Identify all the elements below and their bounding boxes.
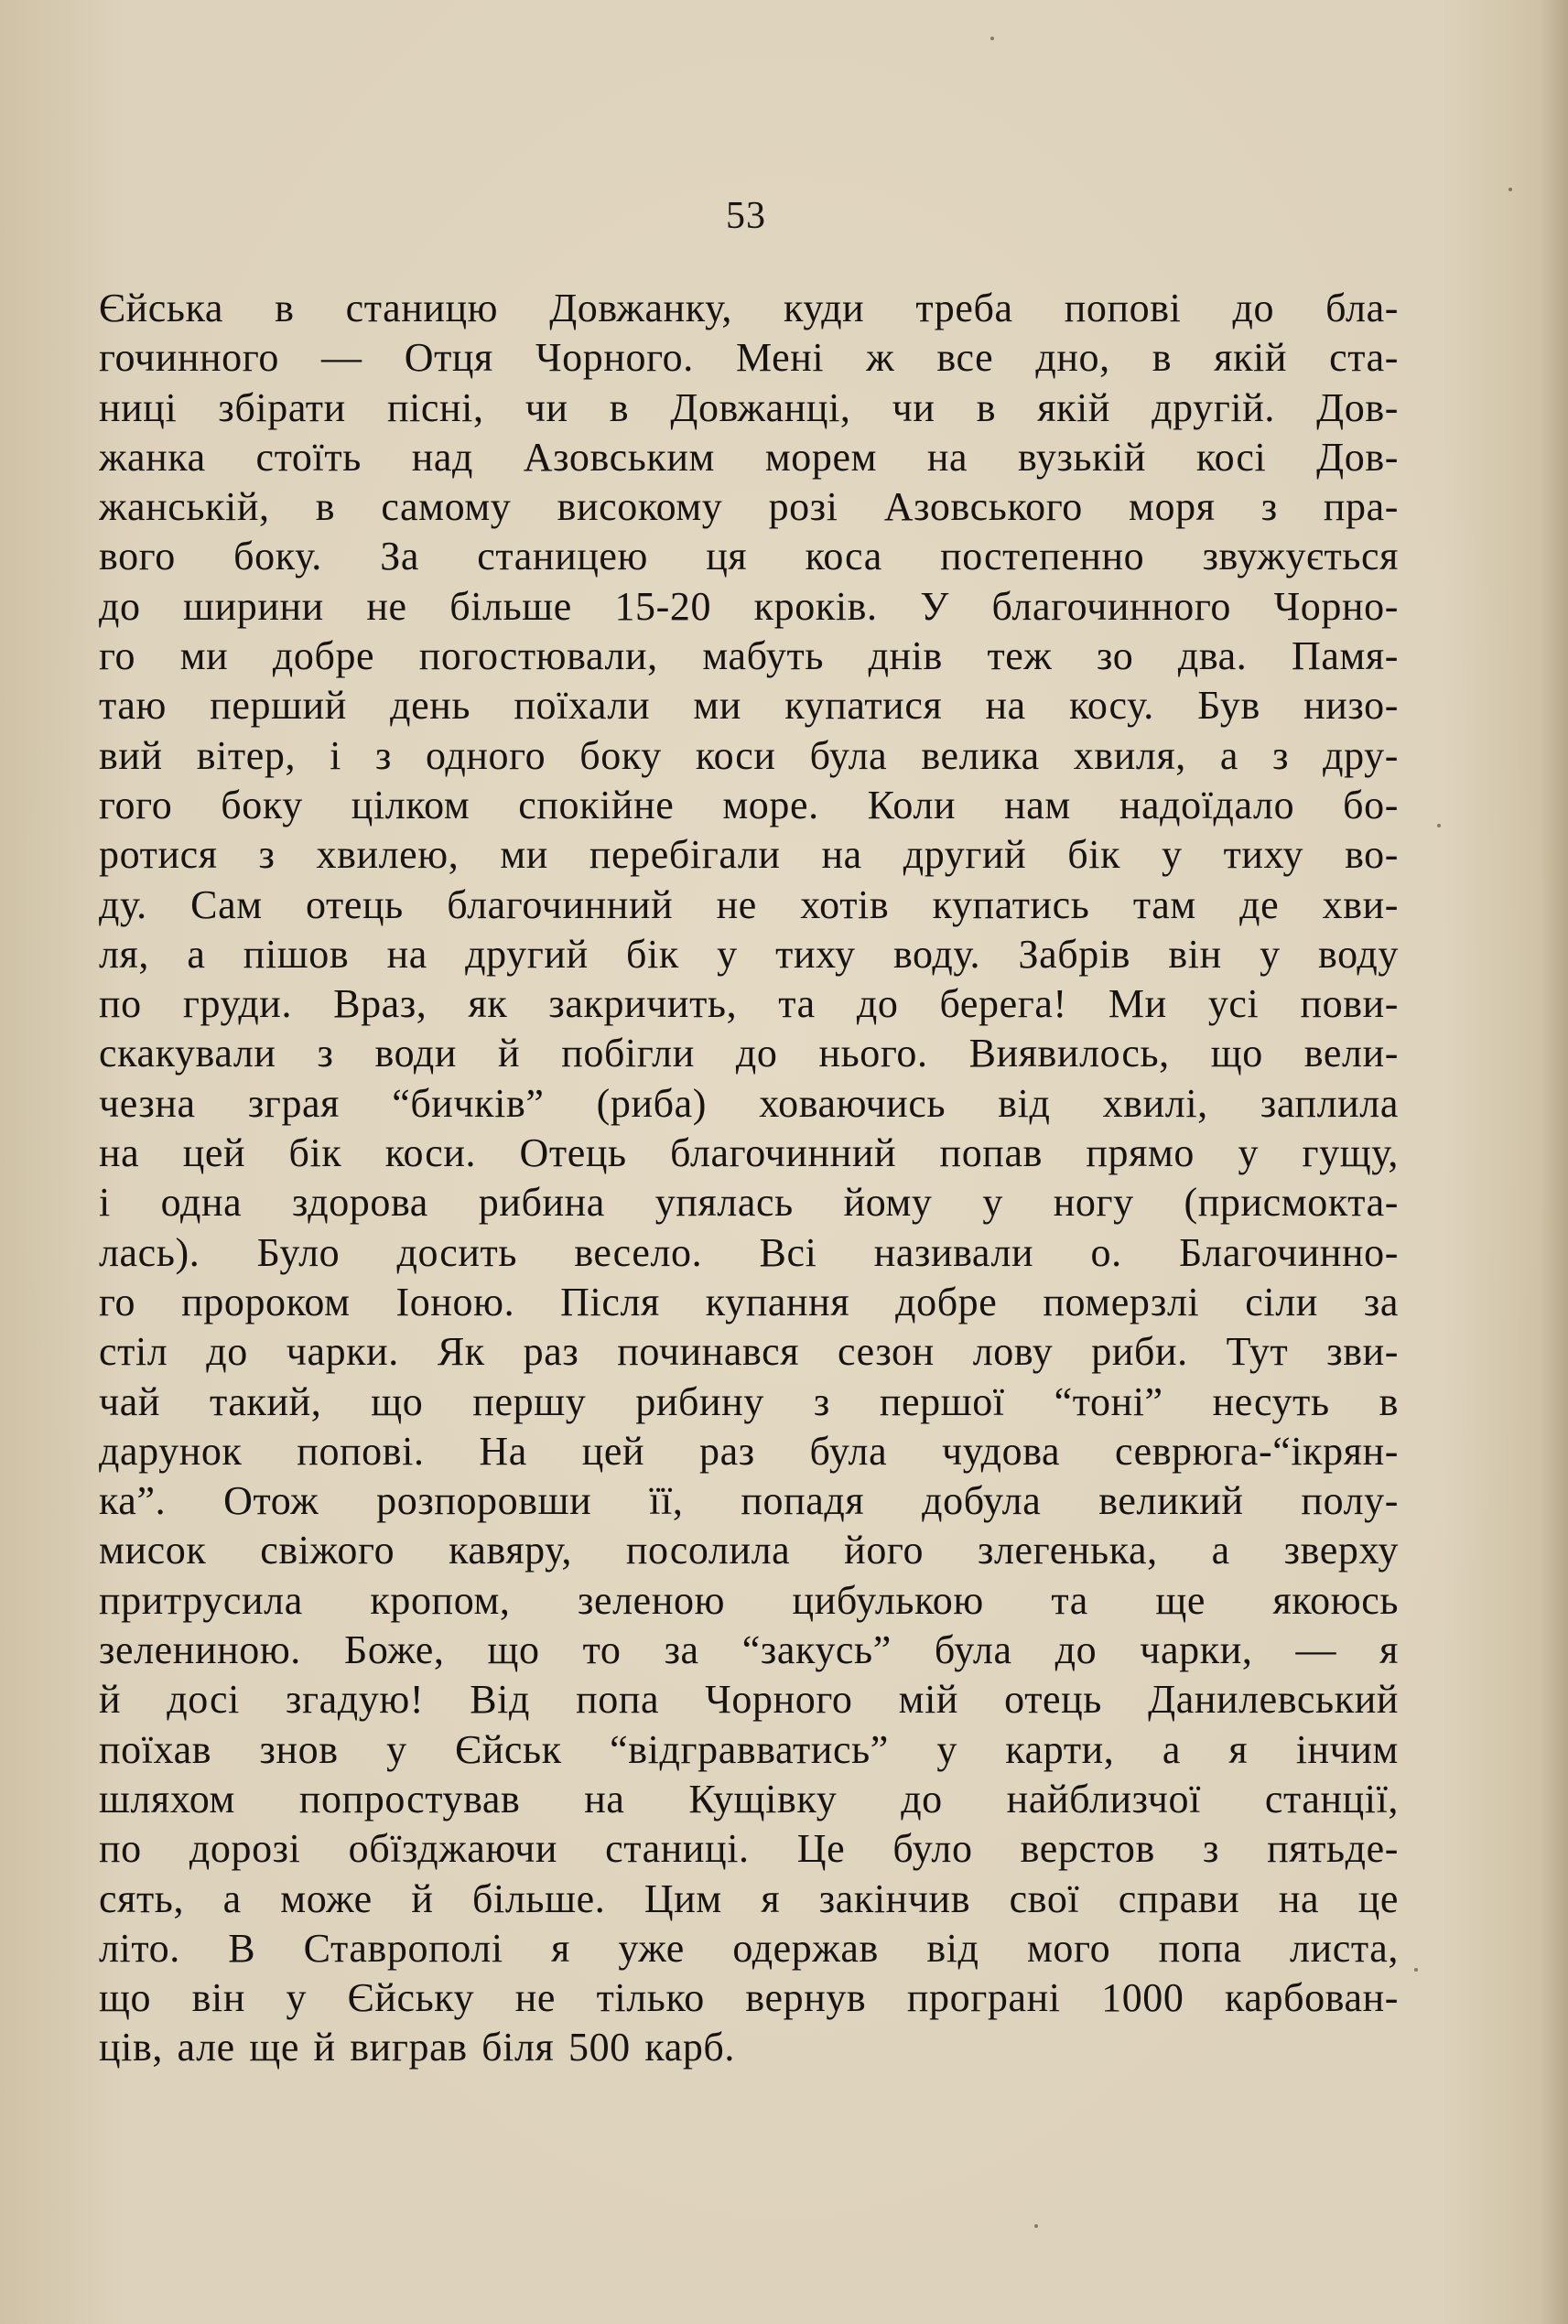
text-line: чезна зграя “бичків” (риба) ховаючись від хвилі, заплила — [99, 1080, 1399, 1126]
text-line: жанка стоїть над Азовським морем на вузькій косі Дов- — [99, 434, 1399, 480]
text-line: поїхав знов у Єйськ “відгравватись” у карти, а я інчим — [99, 1726, 1399, 1772]
text-line: таю перший день поїхали ми купатися на косу. Був низо- — [99, 683, 1399, 729]
text-line: жанській, в самому високому розі Азовського моря з пра- — [99, 484, 1399, 530]
text-line: літо. В Ставрополі я уже одержав від мого попа листа, — [99, 1925, 1399, 1971]
text-line-last: ців, але ще й виграв біля 500 карб. — [99, 2025, 736, 2070]
text-line: на цей бік коси. Отець благочинний попав прямо у гущу, — [99, 1130, 1399, 1176]
text-line: до ширини не більше 15-20 кроків. У благочинного Чорно- — [99, 583, 1399, 629]
text-line: що він у Єйську не тілько вернув програні 1000 карбован- — [99, 1975, 1399, 2021]
paper-speck — [990, 37, 994, 40]
page-number: 53 — [726, 195, 766, 237]
text-line: стіл до чарки. Як раз починався сезон лову риби. Тут зви- — [99, 1329, 1399, 1375]
text-line: ду. Сам отець благочинний не хотів купатись там де хви- — [99, 881, 1399, 927]
paper-speck — [1414, 1968, 1418, 1972]
text-line: й досі згадую! Від попа Чорного мій отець Данилевський — [99, 1677, 1399, 1723]
text-line: гочинного — Отця Чорного. Мені ж все дно, в якій ста- — [99, 335, 1399, 381]
text-line: притрусила кропом, зеленою цибулькою та ще якоюсь — [99, 1577, 1399, 1623]
paper-speck — [1509, 188, 1512, 191]
text-line: скакували з води й побігли до нього. Виявилось, що вели- — [99, 1031, 1399, 1076]
text-line: дарунок попові. На цей раз була чудова севрюга-“ікрян- — [99, 1428, 1399, 1474]
text-line: ниці збірати пісні, чи в Довжанці, чи в якій другій. Дов- — [99, 384, 1399, 430]
page-edge-shadow — [1541, 0, 1568, 2324]
text-line: вий вітер, і з одного боку коси була велика хвиля, а з дру- — [99, 732, 1399, 778]
text-line: чай такий, що першу рибину з першої “тоні” несуть в — [99, 1378, 1399, 1424]
text-line: і одна здорова рибина упялась йому у ногу (присмокта- — [99, 1180, 1399, 1226]
text-line: ка”. Отож розпоровши її, попадя добула великий полу- — [99, 1478, 1399, 1524]
text-line: Єйська в станицю Довжанку, куди треба попові до бла- — [99, 286, 1399, 330]
text-line: по дорозі обїзджаючи станиці. Це було верстов з пятьде- — [99, 1826, 1399, 1872]
text-line: сять, а може й більше. Цим я закінчив свої справи на це — [99, 1875, 1399, 1921]
text-line: ротися з хвилею, ми перебігали на другий бік у тиху во- — [99, 832, 1399, 878]
text-line: ля, а пішов на другий бік у тиху воду. Забрів він у воду — [99, 931, 1399, 977]
paper-speck — [1437, 824, 1441, 827]
text-line: го ми добре погостювали, мабуть днів теж зо два. Памя- — [99, 633, 1399, 679]
text-line: го пророком Іоною. Після купання добре померзлі сіли за — [99, 1279, 1399, 1324]
body-text — [99, 284, 1399, 2073]
text-line: вого боку. За станицею ця коса постепенно звужується — [99, 534, 1399, 579]
text-line: зелениною. Боже, що то за “закусь” була до чарки, — я — [99, 1627, 1399, 1673]
text-line: по груди. Враз, як закричить, та до берега! Ми усі пови- — [99, 981, 1399, 1027]
text-line: шляхом попростував на Кущівку до найблизчої станції, — [99, 1776, 1399, 1821]
paper-speck — [1034, 2224, 1038, 2228]
text-line: лась). Було досить весело. Всі називали о. Благочинно- — [99, 1229, 1399, 1275]
text-line: гого боку цілком спокійне море. Коли нам надоїдало бо- — [99, 782, 1399, 827]
text-line: мисок свіжого кавяру, посолила його злегенька, а зверху — [99, 1528, 1399, 1573]
